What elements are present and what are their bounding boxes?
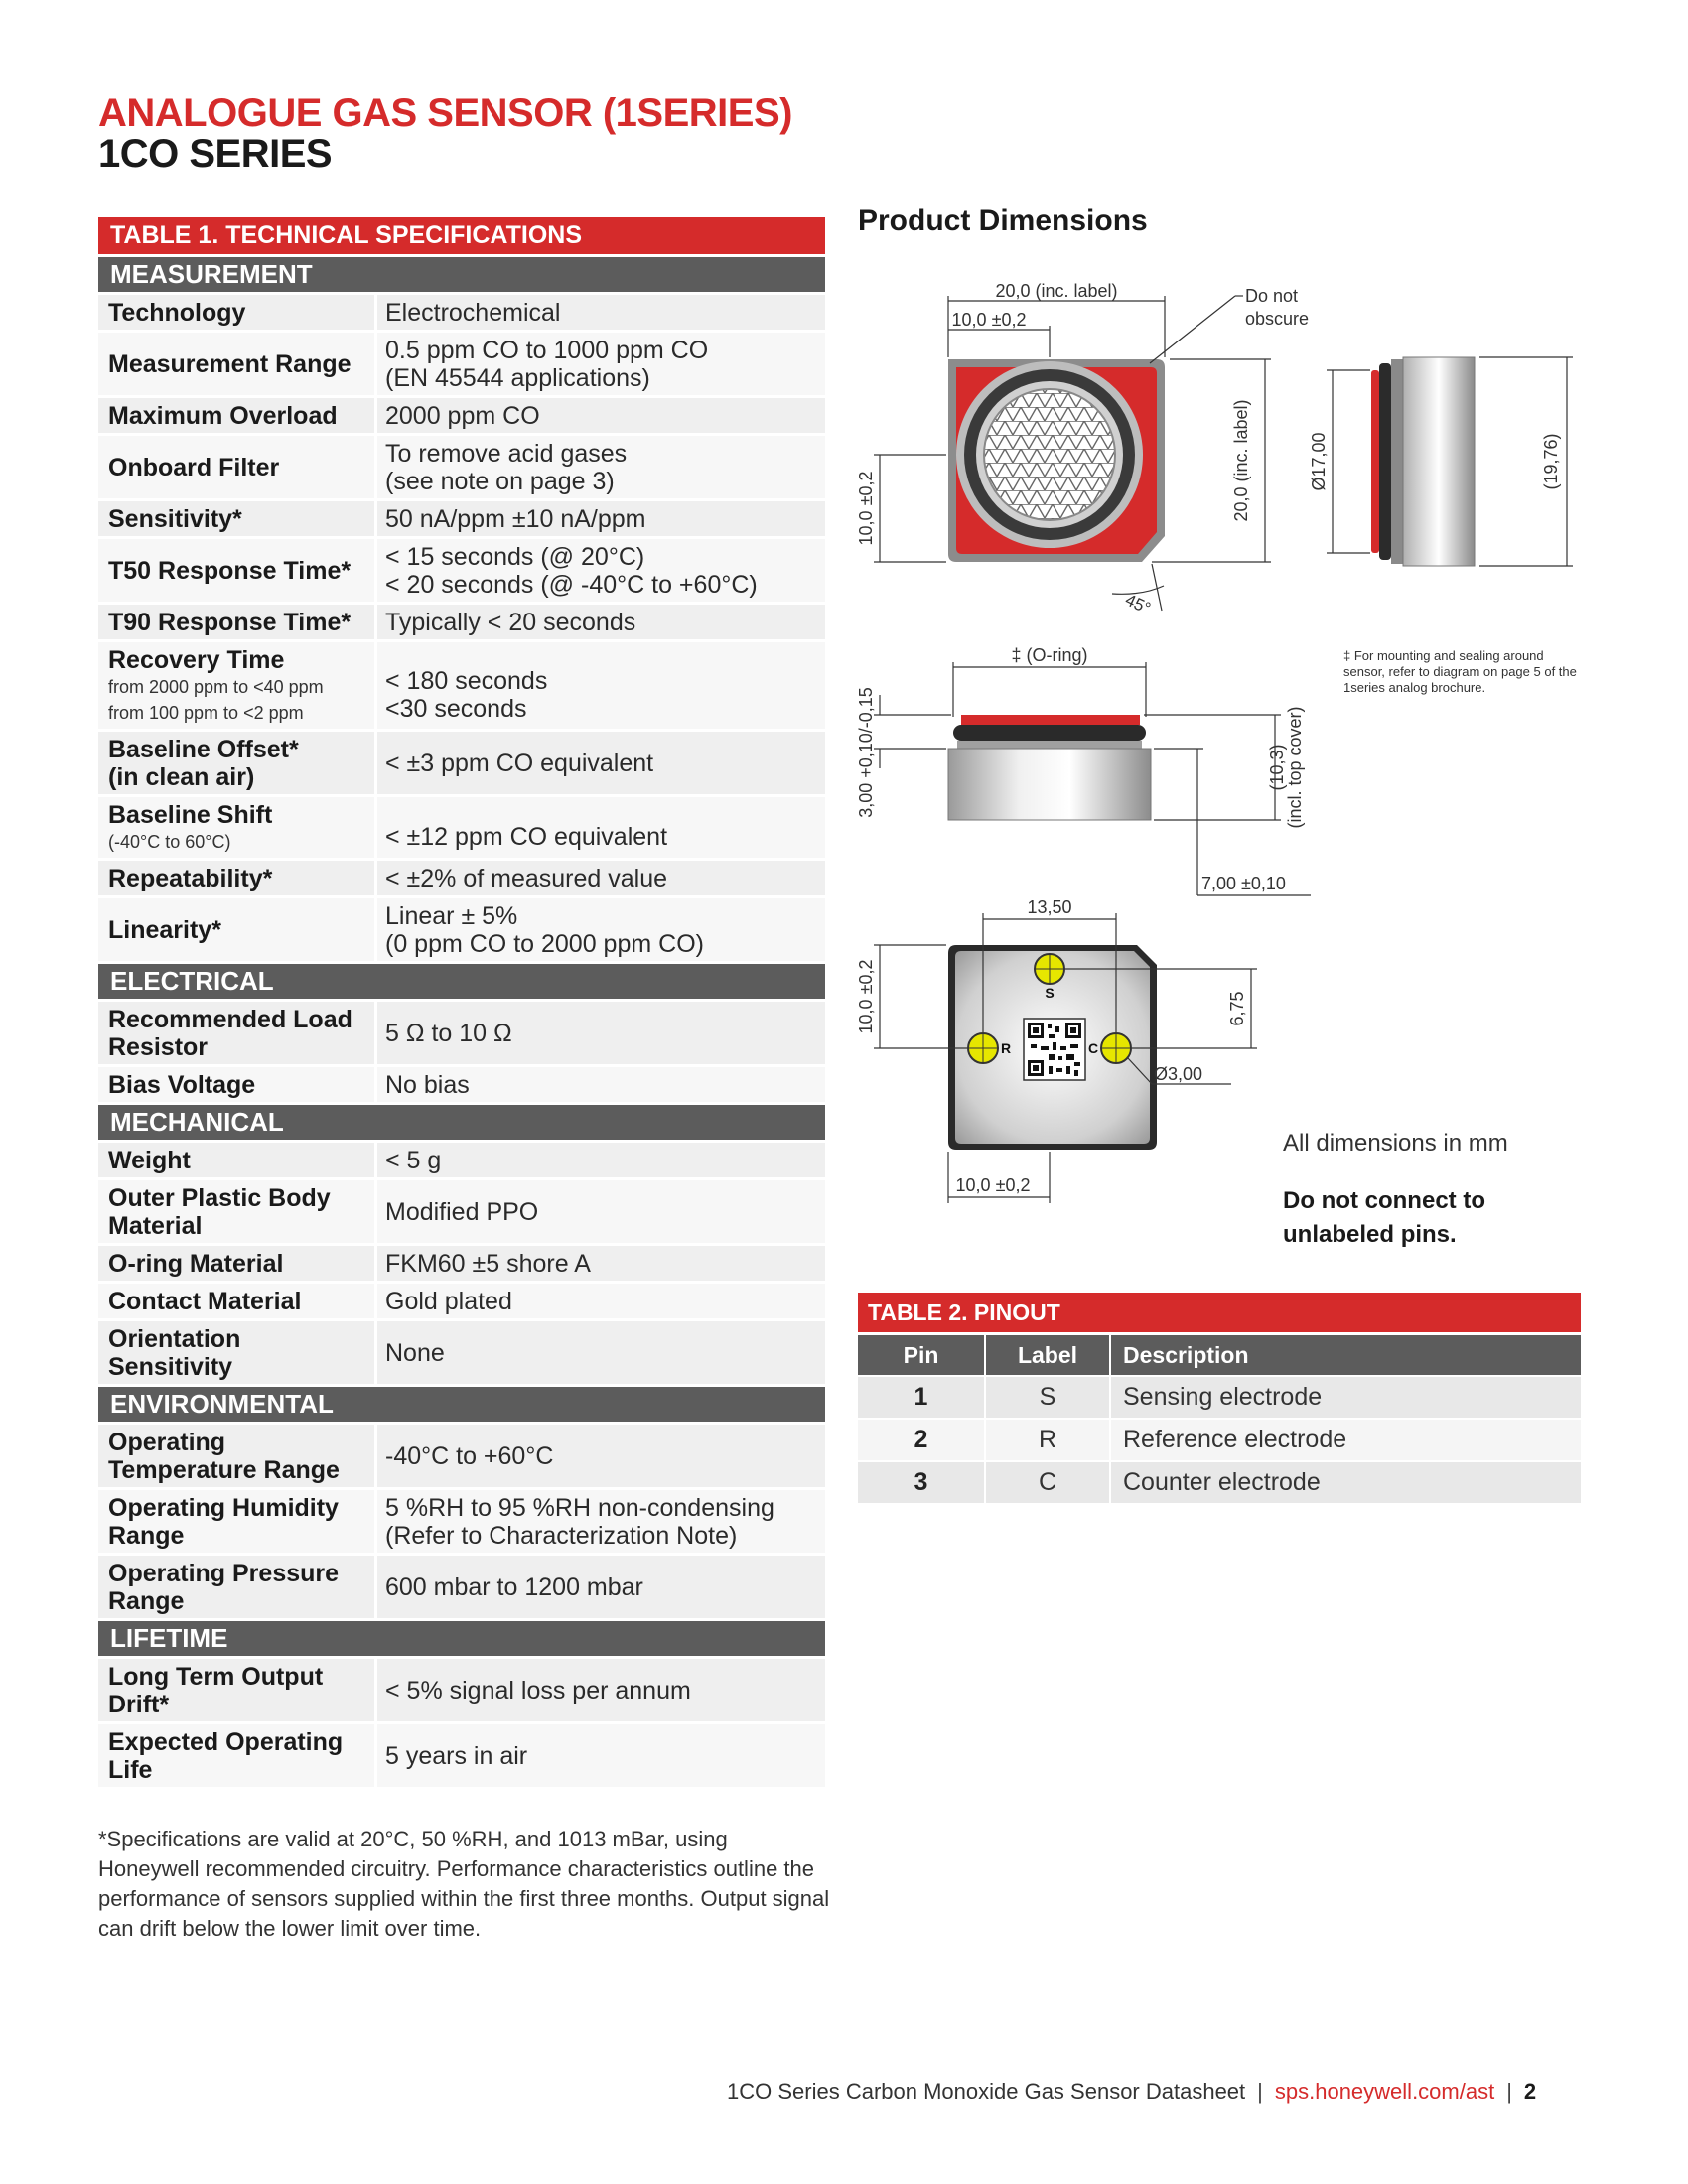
- spec-row-label: [98, 333, 374, 395]
- spec-row-label: [98, 1180, 374, 1243]
- spec-table-title: TABLE 1. TECHNICAL SPECIFICATIONS: [98, 217, 825, 254]
- spec-label-text: Baseline Offset*: [108, 736, 299, 763]
- pinout-row: [858, 1420, 1581, 1460]
- spec-label-text: O-ring Material: [108, 1250, 284, 1278]
- pinout-header-row: [858, 1335, 1581, 1375]
- spec-value-text: < 20 seconds (@ -40°C to +60°C): [385, 571, 758, 599]
- spec-row-label: [98, 605, 374, 639]
- spec-value-text: < 180 seconds: [385, 667, 548, 695]
- spec-row: [98, 295, 825, 330]
- spec-row-label: [98, 1284, 374, 1318]
- spec-row: [98, 898, 825, 961]
- page-number: 2: [1523, 2079, 1537, 2104]
- spec-row: [98, 797, 825, 858]
- spec-label-subtext: (-40°C to 60°C): [108, 832, 231, 852]
- qr-code-icon: [1024, 1019, 1085, 1080]
- dimensions-title: Product Dimensions: [858, 205, 1148, 237]
- top-half-height-label: 10,0 ±0,2: [856, 471, 876, 546]
- spec-value-text: 5 years in air: [385, 1742, 528, 1770]
- spec-section-header: LIFETIME: [98, 1621, 825, 1656]
- spec-value-text: FKM60 ±5 shore A: [385, 1250, 591, 1278]
- spec-value-text: Gold plated: [385, 1288, 512, 1315]
- spec-row-value: [377, 539, 825, 602]
- spec-value-text: (EN 45544 applications): [385, 364, 650, 392]
- spec-row-label: [98, 1556, 374, 1618]
- pin-offset-label: 6,75: [1227, 991, 1247, 1026]
- spec-row-label: [98, 1724, 374, 1787]
- pinout-description: Reference electrode: [1123, 1426, 1347, 1453]
- spec-table: [98, 217, 825, 1787]
- bottom-half-height-label: 10,0 ±0,2: [856, 959, 876, 1034]
- overall-height-label: (19,76): [1541, 433, 1561, 490]
- spec-row-value: [377, 1659, 825, 1721]
- spec-label-text: Operating: [108, 1429, 226, 1456]
- document-title: ANALOGUE GAS SENSOR (1SERIES): [98, 91, 792, 135]
- spec-row-value: [377, 333, 825, 395]
- spec-row: [98, 333, 825, 395]
- spec-row-value: [377, 732, 825, 794]
- spec-row: [98, 1659, 825, 1721]
- spec-row-label: [98, 1143, 374, 1177]
- pinout-table-title: TABLE 2. PINOUT: [858, 1293, 1581, 1332]
- spec-row: [98, 398, 825, 433]
- mounting-note: ‡ For mounting and sealing around sensor, refer to diagram on page 5 of the 1series analog brochure.: [1343, 648, 1577, 695]
- spec-value-text: 5 %RH to 95 %RH non-condensing: [385, 1494, 774, 1522]
- spec-value-text: 600 mbar to 1200 mbar: [385, 1573, 643, 1601]
- spec-value-text: < 5 g: [385, 1147, 442, 1174]
- spec-label-text: Baseline Shift: [108, 801, 273, 829]
- spec-row-label: [98, 1067, 374, 1102]
- pinout-label: S: [986, 1377, 1111, 1418]
- spec-section-header: MECHANICAL: [98, 1105, 825, 1140]
- pin-warning: [1283, 1184, 1581, 1252]
- dimension-drawing: [854, 268, 1589, 1241]
- spec-row: [98, 1180, 825, 1243]
- spec-label-text: Operating Humidity: [108, 1494, 339, 1522]
- spec-row-value: [377, 605, 825, 639]
- spec-row: [98, 1284, 825, 1318]
- spec-row-label: [98, 1246, 374, 1281]
- pin-c-label: C: [1087, 1040, 1099, 1056]
- spec-value-text: -40°C to +60°C: [385, 1442, 554, 1470]
- spec-row: [98, 1067, 825, 1102]
- spec-row: [98, 642, 825, 729]
- spec-row-label: [98, 861, 374, 895]
- pin-diameter-label: Ø3,00: [1154, 1064, 1203, 1084]
- spec-row: [98, 1002, 825, 1064]
- spec-value-text: Modified PPO: [385, 1198, 539, 1226]
- footer-separator: |: [1506, 2079, 1512, 2104]
- bottom-view: [856, 897, 1257, 1203]
- spec-section-header: ELECTRICAL: [98, 964, 825, 999]
- footer-separator: |: [1257, 2079, 1263, 2104]
- spec-row-label: [98, 732, 374, 794]
- pinout-description: Counter electrode: [1123, 1468, 1321, 1496]
- spec-row: [98, 436, 825, 498]
- pin-span-label: 13,50: [1027, 897, 1072, 917]
- spec-row-value: [377, 436, 825, 498]
- spec-label-text: Recommended Load: [108, 1006, 352, 1033]
- do-not-obscure-line2: obscure: [1245, 309, 1310, 329]
- spec-row-value: [377, 1246, 825, 1281]
- pin-warning-line1: Do not connect to: [1283, 1187, 1485, 1214]
- spec-value-text: < ±12 ppm CO equivalent: [385, 823, 668, 851]
- spec-value-text: Electrochemical: [385, 299, 561, 327]
- spec-label-text: Material: [108, 1212, 203, 1240]
- spec-row-label: [98, 295, 374, 330]
- spec-value-text: Linear ± 5%: [385, 902, 518, 930]
- spec-value-text: 2000 ppm CO: [385, 402, 540, 430]
- spec-label-text: Drift*: [108, 1691, 170, 1718]
- top-cover-dim-label: 3,00 +0,10/-0,15: [856, 687, 876, 818]
- spec-row-label: [98, 436, 374, 498]
- spec-row: [98, 539, 825, 602]
- spec-row-label: [98, 1425, 374, 1487]
- spec-label-text: Weight: [108, 1147, 191, 1174]
- spec-row-label: [98, 501, 374, 536]
- pinout-pin: 3: [858, 1462, 986, 1503]
- spec-row: [98, 1490, 825, 1553]
- spec-table-body: [98, 257, 825, 1787]
- spec-label-text: Measurement Range: [108, 350, 352, 378]
- pinout-header-pin: Pin: [858, 1335, 986, 1375]
- cover-dim-line1: (10,3): [1267, 744, 1287, 791]
- spec-row-label: [98, 1321, 374, 1384]
- pin-s-label: S: [1045, 985, 1055, 1001]
- spec-row-value: [377, 797, 825, 858]
- top-height-label: 20,0 (inc. label): [1231, 399, 1251, 522]
- spec-row-value: [377, 1556, 825, 1618]
- do-not-obscure-line1: Do not: [1245, 286, 1299, 306]
- spec-section-header: ENVIRONMENTAL: [98, 1387, 825, 1422]
- spec-value-text: 50 nA/ppm ±10 nA/ppm: [385, 505, 646, 533]
- pinout-row: [858, 1462, 1581, 1503]
- spec-row-label: [98, 797, 374, 858]
- units-note: All dimensions in mm: [1283, 1130, 1508, 1157]
- pinout-label: C: [986, 1462, 1111, 1503]
- spec-section-header: MEASUREMENT: [98, 257, 825, 292]
- spec-label-text: Range: [108, 1522, 185, 1550]
- top-width-label: 20,0 (inc. label): [995, 281, 1118, 301]
- spec-label-text: (in clean air): [108, 763, 255, 791]
- pinout-description: Sensing electrode: [1123, 1383, 1323, 1411]
- spec-footnote: *Specifications are valid at 20°C, 50 %RH, and 1013 mBar, using Honeywell recommended circuitry. Performance characteristics outline the performance of sensors supplied within the first three months. Output signal can drift below the lower limit over time.: [98, 1827, 830, 1941]
- spec-row-value: [377, 1425, 825, 1487]
- spec-row: [98, 1724, 825, 1787]
- pinout-label: R: [986, 1420, 1111, 1460]
- pinout-header-description: Description: [1123, 1342, 1249, 1368]
- spec-label-text: Onboard Filter: [108, 454, 280, 481]
- angle-label: 45°: [1122, 590, 1154, 618]
- spec-row-label: [98, 642, 374, 729]
- spec-value-text: < ±3 ppm CO equivalent: [385, 750, 654, 777]
- spec-label-text: Long Term Output: [108, 1663, 324, 1691]
- spec-row-label: [98, 398, 374, 433]
- page-footer: [727, 2079, 1536, 2105]
- spec-row: [98, 1425, 825, 1487]
- spec-value-text: < 15 seconds (@ 20°C): [385, 543, 645, 571]
- document-subtitle: 1CO SERIES: [98, 132, 333, 176]
- spec-label-text: Linearity*: [108, 916, 221, 944]
- spec-value-text: (0 ppm CO to 2000 ppm CO): [385, 930, 704, 958]
- pin-warning-line2: unlabeled pins.: [1283, 1221, 1457, 1248]
- spec-row-value: [377, 1724, 825, 1787]
- top-half-width-label: 10,0 ±0,2: [951, 310, 1027, 330]
- spec-label-text: T90 Response Time*: [108, 609, 352, 636]
- spec-label-text: Temperature Range: [108, 1456, 340, 1484]
- spec-label-text: Recovery Time: [108, 646, 285, 674]
- pin-r-label: R: [1000, 1040, 1012, 1056]
- spec-value-text: To remove acid gases: [385, 440, 628, 468]
- spec-row-value: [377, 398, 825, 433]
- spec-label-text: Resistor: [108, 1033, 209, 1061]
- spec-row-label: [98, 1490, 374, 1553]
- spec-value-text: No bias: [385, 1071, 470, 1099]
- spec-label-text: Maximum Overload: [108, 402, 338, 430]
- spec-row: [98, 605, 825, 639]
- spec-row: [98, 1556, 825, 1618]
- spec-value-text: None: [385, 1339, 445, 1367]
- spec-label-text: Repeatability*: [108, 865, 273, 892]
- pinout-row: [858, 1377, 1581, 1418]
- middle-side-view: [856, 645, 1311, 895]
- spec-row: [98, 1321, 825, 1384]
- pinout-table: [858, 1293, 1581, 1503]
- spec-row-value: [377, 861, 825, 895]
- spec-row-value: [377, 1284, 825, 1318]
- spec-label-subtext: from 2000 ppm to <40 ppm: [108, 677, 324, 697]
- spec-row-value: [377, 1180, 825, 1243]
- spec-row-value: [377, 1490, 825, 1553]
- spec-row: [98, 501, 825, 536]
- spec-row-value: [377, 295, 825, 330]
- spec-row-label: [98, 1659, 374, 1721]
- pinout-pin: 2: [858, 1420, 986, 1460]
- spec-label-text: Technology: [108, 299, 246, 327]
- spec-label-text: Bias Voltage: [108, 1071, 256, 1099]
- spec-row: [98, 1246, 825, 1281]
- spec-row-value: [377, 898, 825, 961]
- spec-row-value: [377, 501, 825, 536]
- spec-label-text: Sensitivity*: [108, 505, 242, 533]
- spec-value-text: <30 seconds: [385, 695, 527, 723]
- spec-row-value: [377, 1321, 825, 1384]
- spec-label-text: Life: [108, 1756, 153, 1784]
- spec-label-text: Contact Material: [108, 1288, 302, 1315]
- spec-row-label: [98, 898, 374, 961]
- spec-value-text: (see note on page 3): [385, 468, 615, 495]
- spec-value-text: (Refer to Characterization Note): [385, 1522, 738, 1550]
- spec-value-text: < ±2% of measured value: [385, 865, 668, 892]
- spec-row: [98, 861, 825, 895]
- spec-row-value: [377, 1067, 825, 1102]
- bottom-half-width-label: 10,0 ±0,2: [955, 1175, 1031, 1195]
- spec-label-text: Expected Operating: [108, 1728, 344, 1756]
- spec-row: [98, 732, 825, 794]
- spec-label-text: Range: [108, 1587, 185, 1615]
- spec-row-value: [377, 1002, 825, 1064]
- spec-label-text: Operating Pressure: [108, 1560, 340, 1587]
- diameter-label: Ø17,00: [1309, 432, 1329, 491]
- spec-label-text: Orientation: [108, 1325, 241, 1353]
- body-height-label: 7,00 ±0,10: [1201, 874, 1286, 893]
- spec-value-text: 5 Ω to 10 Ω: [385, 1020, 512, 1047]
- spec-row-value: [377, 1143, 825, 1177]
- cover-dim-line2: (incl. top cover): [1285, 706, 1305, 829]
- spec-value-text: Typically < 20 seconds: [385, 609, 636, 636]
- top-view: [856, 281, 1309, 617]
- oring-label: ‡ (O-ring): [1011, 645, 1088, 665]
- spec-label-subtext: from 100 ppm to <2 ppm: [108, 703, 304, 723]
- spec-value-text: < 5% signal loss per annum: [385, 1677, 691, 1705]
- spec-row: [98, 1143, 825, 1177]
- right-side-view: [1309, 357, 1573, 566]
- spec-value-text: 0.5 ppm CO to 1000 ppm CO: [385, 337, 709, 364]
- pinout-pin: 1: [858, 1377, 986, 1418]
- pinout-header-label: Label: [986, 1335, 1111, 1375]
- footer-doc-title: 1CO Series Carbon Monoxide Gas Sensor Datasheet: [727, 2079, 1246, 2104]
- spec-row-label: [98, 1002, 374, 1064]
- spec-row-value: [377, 642, 825, 729]
- spec-row-label: [98, 539, 374, 602]
- spec-label-text: Sensitivity: [108, 1353, 233, 1381]
- footer-url-link[interactable]: sps.honeywell.com/ast: [1274, 2079, 1495, 2104]
- spec-label-text: T50 Response Time*: [108, 557, 352, 585]
- spec-label-text: Outer Plastic Body: [108, 1184, 331, 1212]
